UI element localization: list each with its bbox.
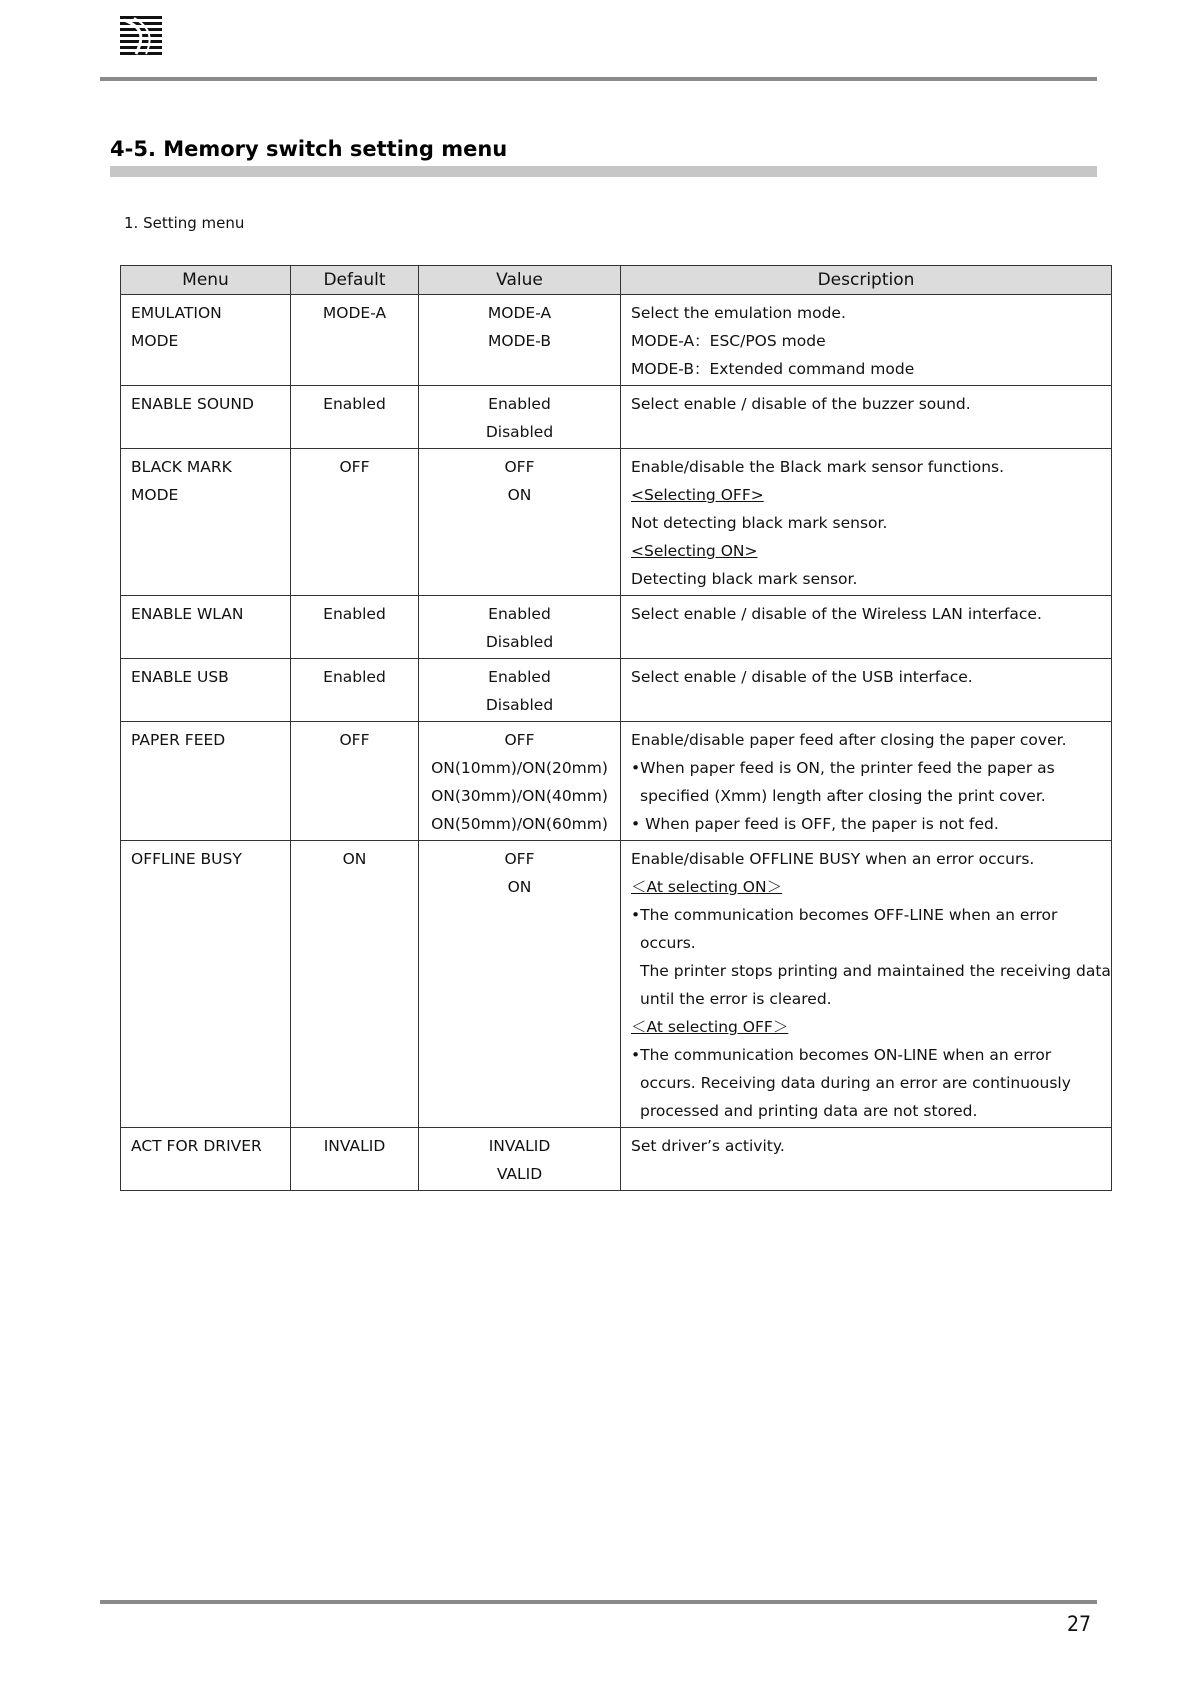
column-header: Value xyxy=(419,266,621,295)
table-header-row xyxy=(121,266,1112,295)
table-row xyxy=(121,449,1112,596)
value-cell xyxy=(419,596,621,659)
description-cell-line: processed and printing data are not stored. xyxy=(640,1102,978,1120)
menu-cell xyxy=(121,449,291,596)
table-row xyxy=(121,841,1112,1128)
value-cell-line: ON xyxy=(507,486,532,504)
table-row xyxy=(121,722,1112,841)
description-cell-line: Detecting black mark sensor. xyxy=(631,570,858,588)
column-header: Default xyxy=(291,266,419,295)
description-cell-line: •The communication becomes OFF-LINE when an error xyxy=(631,906,1058,924)
description-cell-line: specified (Xmm) length after closing the print cover. xyxy=(640,787,1046,805)
footer-rule xyxy=(100,1600,1097,1604)
value-cell-line: OFF xyxy=(504,731,535,749)
default-cell-line: ON xyxy=(342,850,367,868)
description-cell-line: •The communication becomes ON-LINE when an error xyxy=(631,1046,1052,1064)
description-cell-line: Select enable / disable of the Wireless LAN interface. xyxy=(631,605,1042,623)
value-cell xyxy=(419,295,621,386)
default-cell-line: INVALID xyxy=(323,1137,386,1155)
default-cell xyxy=(291,722,419,841)
menu-cell-line: MODE xyxy=(131,486,179,504)
column-header: Menu xyxy=(121,266,291,295)
subheading: 1. Setting menu xyxy=(124,214,245,232)
description-cell-line: •When paper feed is ON, the printer feed the paper as xyxy=(631,759,1055,777)
description-cell xyxy=(621,659,1112,722)
default-cell xyxy=(291,1128,419,1191)
value-cell-line: ON(50mm)/ON(60mm) xyxy=(431,815,608,833)
value-cell xyxy=(419,1128,621,1191)
default-cell xyxy=(291,659,419,722)
menu-cell-line: ACT FOR DRIVER xyxy=(131,1137,262,1155)
value-cell-line: Enabled xyxy=(488,668,551,686)
value-cell-line: MODE-B xyxy=(488,332,551,350)
value-cell-line: VALID xyxy=(496,1165,543,1183)
description-cell-line: • When paper feed is OFF, the paper is not fed. xyxy=(631,815,999,833)
company-logo-icon xyxy=(120,16,162,56)
description-cell-line: <Selecting OFF> xyxy=(631,486,764,504)
default-cell-line: Enabled xyxy=(323,668,386,686)
description-cell-line: occurs. Receiving data during an error are continuously xyxy=(640,1074,1071,1092)
description-cell-line: Enable/disable the Black mark sensor functions. xyxy=(631,458,1005,476)
default-cell xyxy=(291,841,419,1128)
menu-cell-line: MODE xyxy=(131,332,179,350)
description-cell xyxy=(621,841,1112,1128)
table-row xyxy=(121,659,1112,722)
description-cell-line: Select enable / disable of the buzzer sound. xyxy=(631,395,971,413)
description-cell-line: <Selecting ON> xyxy=(631,542,758,560)
description-cell-line: Select enable / disable of the USB interface. xyxy=(631,668,973,686)
value-cell-line: ON(30mm)/ON(40mm) xyxy=(431,787,608,805)
menu-cell xyxy=(121,841,291,1128)
header-rule xyxy=(100,77,1097,81)
menu-cell xyxy=(121,386,291,449)
default-cell-line: OFF xyxy=(339,731,370,749)
menu-cell xyxy=(121,722,291,841)
description-cell-line: occurs. xyxy=(640,934,696,952)
table-row xyxy=(121,295,1112,386)
section-title: 4-5. Memory switch setting menu xyxy=(110,137,508,161)
value-cell-line: Disabled xyxy=(485,696,554,714)
default-cell xyxy=(291,596,419,659)
value-cell-line: OFF xyxy=(504,850,535,868)
description-cell xyxy=(621,722,1112,841)
description-cell-line: Select the emulation mode. xyxy=(631,304,846,322)
value-cell xyxy=(419,386,621,449)
value-cell-line: MODE-A xyxy=(487,304,552,322)
value-cell-line: Enabled xyxy=(488,605,551,623)
description-cell xyxy=(621,449,1112,596)
description-cell-line: Enable/disable OFFLINE BUSY when an error occurs. xyxy=(631,850,1035,868)
default-cell-line: Enabled xyxy=(323,605,386,623)
menu-cell xyxy=(121,1128,291,1191)
default-cell xyxy=(291,386,419,449)
value-cell xyxy=(419,449,621,596)
description-cell-line: ＜At selecting OFF＞ xyxy=(631,1018,789,1036)
value-cell-line: ON(10mm)/ON(20mm) xyxy=(431,759,608,777)
menu-cell-line: ENABLE SOUND xyxy=(131,395,254,413)
default-cell-line: MODE-A xyxy=(322,304,387,322)
value-cell-line: Disabled xyxy=(485,633,554,651)
value-cell-line: INVALID xyxy=(488,1137,551,1155)
column-header: Description xyxy=(621,266,1112,295)
default-cell xyxy=(291,449,419,596)
menu-cell-line: EMULATION xyxy=(131,304,222,322)
description-cell-line: Not detecting black mark sensor. xyxy=(631,514,888,532)
settings-table xyxy=(120,265,1112,1191)
default-cell-line: Enabled xyxy=(323,395,386,413)
description-cell-line: MODE-A：ESC/POS mode xyxy=(631,332,826,350)
value-cell-line: OFF xyxy=(504,458,535,476)
value-cell-line: Enabled xyxy=(488,395,551,413)
menu-cell xyxy=(121,659,291,722)
description-cell-line: Enable/disable paper feed after closing the paper cover. xyxy=(631,731,1067,749)
value-cell-line: ON xyxy=(507,878,532,896)
menu-cell-line: OFFLINE BUSY xyxy=(131,850,242,868)
value-cell xyxy=(419,659,621,722)
description-cell-line: MODE-B：Extended command mode xyxy=(631,360,915,378)
table-row xyxy=(121,596,1112,659)
value-cell-line: Disabled xyxy=(485,423,554,441)
page-number: 27 xyxy=(1066,1612,1091,1636)
menu-cell-line: PAPER FEED xyxy=(131,731,226,749)
menu-cell xyxy=(121,596,291,659)
value-cell xyxy=(419,841,621,1128)
description-cell xyxy=(621,386,1112,449)
description-cell-line: Set driver’s activity. xyxy=(631,1137,785,1155)
description-cell-line: until the error is cleared. xyxy=(640,990,832,1008)
menu-cell-line: ENABLE USB xyxy=(131,668,229,686)
default-cell xyxy=(291,295,419,386)
description-cell-line: ＜At selecting ON＞ xyxy=(631,878,783,896)
table-row xyxy=(121,1128,1112,1191)
value-cell xyxy=(419,722,621,841)
table-row xyxy=(121,386,1112,449)
title-band xyxy=(110,166,1097,177)
description-cell xyxy=(621,596,1112,659)
description-cell xyxy=(621,295,1112,386)
default-cell-line: OFF xyxy=(339,458,370,476)
description-cell xyxy=(621,1128,1112,1191)
menu-cell-line: ENABLE WLAN xyxy=(131,605,244,623)
menu-cell xyxy=(121,295,291,386)
menu-cell-line: BLACK MARK xyxy=(131,458,232,476)
description-cell-line: The printer stops printing and maintained the receiving data xyxy=(640,962,1111,980)
